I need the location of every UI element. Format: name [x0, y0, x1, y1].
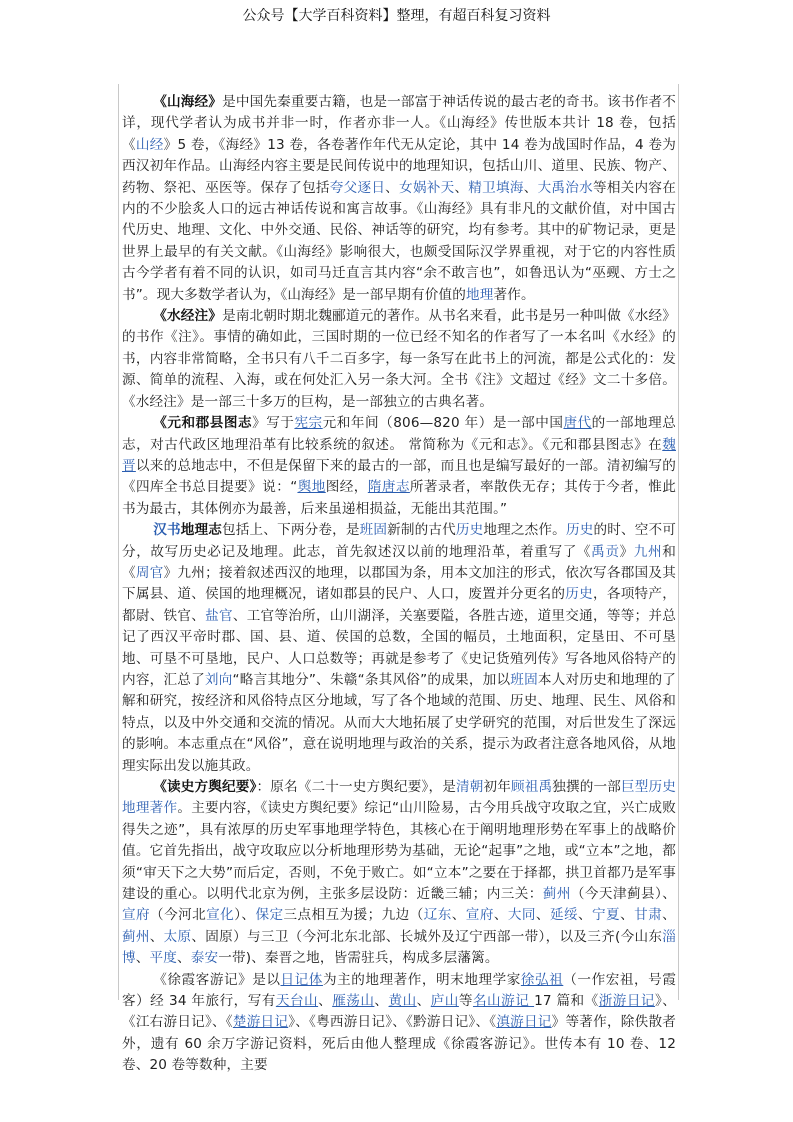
wiki-link[interactable]: 唐代: [563, 415, 592, 432]
text-run: 》等著作，除佚散者外，遗有 60 余万字游记资料，死后由他人整理成《徐霞客游记》。世传本有 10 卷、12 卷、20 卷等数种，主要: [122, 1014, 677, 1074]
text-run: 、: [662, 907, 676, 924]
wiki-link[interactable]: 延绥: [549, 907, 578, 924]
wiki-link[interactable]: 天台山: [275, 993, 319, 1010]
text-run: 三点相互为援；九边（: [283, 907, 424, 924]
text-run: 、: [318, 993, 333, 1010]
text-run: 、: [454, 179, 469, 196]
paragraph-xu-xiake-youji: [122, 970, 676, 1077]
wiki-link[interactable]: 雁荡山: [332, 993, 375, 1010]
text-run: 、: [149, 928, 164, 945]
wiki-link[interactable]: 宣府: [122, 907, 151, 924]
wiki-link[interactable]: 甘肃: [634, 907, 663, 924]
text-run: 和《: [122, 543, 676, 581]
text-run: 、: [451, 907, 466, 924]
bold-title: 《读史方舆纪要》: [153, 779, 257, 795]
text-run: 的时、空不可分，故写历史必记及地理。此志，首先叙述汉以前的地理沿革，着重写了《: [122, 522, 676, 560]
bold-title: 地理志: [180, 522, 223, 539]
text-run: 、: [135, 950, 150, 967]
bold-title: 《元和郡县图志: [153, 415, 253, 432]
wiki-link[interactable]: 历史: [455, 522, 484, 539]
wiki-link[interactable]: 历史: [565, 522, 594, 539]
text-run: 包括上、下两分卷，是: [222, 522, 360, 539]
text-run: 、: [374, 993, 389, 1010]
text-run: 、: [416, 993, 431, 1010]
wiki-link[interactable]: 班固: [510, 671, 538, 688]
text-run: 元和年间（806—820 年）是一部中国: [322, 415, 564, 432]
wiki-link[interactable]: 山经: [135, 136, 164, 153]
text-run: 图经，: [325, 479, 368, 496]
text-run: 、: [493, 907, 508, 924]
wiki-link[interactable]: 舆地: [297, 479, 326, 496]
text-run: 以来的总地志中，不但是保留下来的最古的一部，而且也是编写最好的一部。清初编写的《四库全书总目提要》说：“: [122, 457, 676, 496]
wiki-link[interactable]: 辽东: [423, 907, 452, 924]
text-run: 新制的古代: [387, 522, 456, 539]
wiki-link[interactable]: 蓟州: [122, 928, 150, 945]
wiki-link[interactable]: 滇游日记: [496, 1014, 552, 1031]
wiki-link[interactable]: 清朝: [455, 779, 484, 795]
text-run: 、: [523, 179, 538, 196]
text-run: 为主的地理著作，明末地理学家: [322, 971, 521, 988]
text-run: 》写于: [252, 415, 295, 432]
wiki-link[interactable]: 巨型历史地理著作: [122, 779, 677, 817]
wiki-link[interactable]: 淄博: [122, 928, 676, 967]
text-run: 、: [177, 950, 191, 967]
text-run: 的一部地理总志，对古代政区地理沿革有比较系统的叙述。 常简称为《元和志》。《元和郡县图志》在: [122, 415, 676, 453]
text-run: 17 篇和《: [534, 993, 599, 1010]
text-run: 是南北朝时期北魏郦道元的著作。从书名来看，此书是另一种叫做《水经》的书作《注》。事情的确如此，三国时期的一位已经不知名的作者写了一本名叫《水经》的书，内容非常简略，全书只有八千二百多字，每一条写在此书上的河流，都是公式化的：发源、简单的流程、入海，或在何处汇入另一条大河。全书《注》文超过《经》文二十多倍。《水经注》是一部三十多万的巨构，是一部独立的古典名著。: [122, 308, 677, 410]
text-run: （一作宏祖，号霞客）经 34 年旅行，写有: [122, 971, 677, 1010]
wiki-link[interactable]: 大同: [507, 907, 536, 924]
wiki-link[interactable]: 宁夏: [592, 907, 621, 924]
text-run: 所著录者，率散佚无存；其传于今者，惟此书为最古，其体例亦为最善，后来虽递相损益，无能出其范围。”: [122, 479, 676, 517]
wiki-link[interactable]: 汉书: [153, 522, 181, 539]
wiki-link[interactable]: 历史: [565, 586, 593, 603]
text-run: “略言其地分”、朱赣“条其风俗”的成果，加以: [232, 671, 511, 688]
wiki-link[interactable]: 日记体: [280, 971, 323, 988]
wiki-link[interactable]: 九州: [633, 543, 663, 560]
wiki-link[interactable]: 大禹治水: [537, 179, 593, 196]
wiki-link[interactable]: 平度: [149, 950, 177, 967]
text-run: （今天津蓟县）、: [570, 886, 676, 903]
text-run: 初年: [483, 779, 511, 795]
wiki-link[interactable]: 隋唐志: [367, 479, 410, 496]
wiki-link[interactable]: 顾祖禹: [510, 779, 553, 795]
wiki-link[interactable]: 泰安: [190, 950, 219, 967]
text-run: 》、《江右游日记》、《: [122, 993, 677, 1031]
text-run: 、: [578, 907, 593, 924]
text-run: 一带)、秦晋之地，皆需驻兵，构成多层藩篱。: [218, 950, 499, 967]
wiki-link[interactable]: 太原: [163, 928, 192, 945]
wiki-link[interactable]: 刘向: [204, 671, 233, 688]
text-run: 、工官等治所，山川湖泽，关塞要隘，各胜古迹，道里交通，等等；并总记了西汉平帝时郡、国、县、道、侯国的总数，全国的幅员，土地面积，定垦田、不可垦地、可垦不可垦地，民户、人口总数等；再就是参考了《史记货殖列传》写各地风俗特产的内容，汇总了: [122, 607, 676, 688]
text-run: 等: [458, 993, 473, 1010]
wiki-link[interactable]: 宣化: [206, 907, 235, 924]
wiki-link[interactable]: 盐官: [205, 607, 233, 624]
text-run: 、: [535, 907, 550, 924]
wiki-link[interactable]: 名山游记: [472, 993, 535, 1010]
text-run: 》、《粤西游日记》、《黔游日记》、《: [288, 1014, 497, 1031]
wiki-link[interactable]: 夸父逐日: [329, 179, 386, 196]
wiki-link[interactable]: 宣府: [465, 907, 494, 924]
wiki-link[interactable]: 女娲补天: [399, 179, 455, 196]
paragraph-dushi-fangyu-jiyao: [122, 777, 676, 970]
bold-title: 《山海经》: [153, 94, 223, 110]
text-run: 《徐霞客游记》是以: [153, 971, 281, 988]
text-run: 地理之杰作。: [483, 522, 566, 539]
text-run: 》5 卷，《海经》13 卷，各卷著作年代无从定论，其中 14 卷为战国时作品，4 卷为西汉初年作品。山海经内容主要是民间传说中的地理知识，包括山川、道里、民族、物产、药物、祭祀、巫医等。保存了包括: [122, 136, 676, 196]
article-body: [118, 84, 679, 1074]
text-run: 等相关内容在内的不少脍炙人口的远古神话传说和寓言故事。《山海经》具有非凡的文献价值，对中国古代历史、地理、文化、中外交通、民俗、神话等的研究，均有参考。其中的矿物记录，更是世界上最早的有关文献。《山海经》影响很大，也颇受国际汉学界重视，对于它的内容性质古今学者有着不同的认识，如司马迁直言其内容“余不敢言也”，如鲁迅认为“巫觋、方士之书”。现大多数学者认为，《山海经》是一部早期有价值的: [122, 179, 676, 303]
wiki-link[interactable]: 徐弘祖: [520, 971, 564, 988]
text-run: 、固原）与三卫（今河北东北部、长城外及辽宁西部一带），以及三齐(今山东: [191, 928, 663, 945]
wiki-link[interactable]: 宪宗: [294, 415, 323, 432]
wiki-link[interactable]: 庐山: [430, 993, 459, 1010]
wiki-link[interactable]: 禹贡: [591, 543, 620, 560]
wiki-link[interactable]: 黄山: [388, 993, 417, 1010]
wiki-link[interactable]: 班固: [359, 522, 388, 539]
text-run: （今河北: [150, 907, 207, 924]
wiki-link[interactable]: 周官: [135, 564, 164, 581]
text-run: 是中国先秦重要古籍，也是一部富于神话传说的最古老的奇书。该书作者不详，现代学者认为成书并非一时，作者亦非一人。《山海经》传世版本共计 18 卷，包括《: [122, 94, 677, 153]
wiki-link[interactable]: 地理: [465, 286, 494, 303]
paragraph-hanshu-dilizhi: [122, 520, 676, 777]
paragraph-shanhaijing: [122, 92, 676, 306]
text-run: 》九州；接着叙述西汉的地理，以郡国为条，用本文加注的形式，依次写各郡国及其下属县、道、侯国的地理概况，诸如郡县的民户、人口，废置并分更名的: [122, 564, 676, 603]
wiki-link[interactable]: 蓟州: [542, 886, 571, 903]
bold-title: 《水经注》: [153, 308, 223, 325]
text-run: 》: [619, 543, 634, 560]
text-run: 。主要内容，《读史方舆纪要》综记“山川险易，古今用兵战守攻取之宜，兴亡成败得失之迹”，具有浓厚的历史军事地理学特色，其核心在于阐明地理形势在军事上的战略价值。它首先指出，战守攻取应以分析地理形势为基础，无论“起事”之地，或“立本”之地，都须“审天下之大势”而后定，否则，不免于败亡。如“立本”之要在于择都，拱卫首都乃是军事建设的重心。以明代北京为例，主张多层设防：近畿三辅；内三关：: [122, 800, 676, 903]
text-run: 著作。: [493, 286, 535, 303]
text-run: 本人对历史和地理的了解和研究，按经济和风俗特点区分地域，写了各个地域的范围、历史、地理、民生、风俗和特点，以及中外交通和交流的情况。从而大大地拓展了史学研究的范围，对后世发生了深远的影响。本志重点在“风俗”，意在说明地理与政治的关系，提示为政者注意各地风俗，从地理实际出发以施其政。: [122, 671, 677, 774]
text-run: 、: [620, 907, 635, 924]
paragraph-shuijingzhu: [122, 306, 676, 413]
wiki-link[interactable]: 浙游日记: [598, 993, 655, 1010]
wiki-link[interactable]: 楚游日记: [232, 1014, 289, 1031]
text-run: 、: [385, 179, 400, 196]
paragraph-yuanhe-junxian-tuzhi: [122, 413, 676, 520]
text-run: ，各项特产，都尉、铁官、: [122, 586, 676, 624]
text-run: ）、: [234, 907, 256, 924]
wiki-link[interactable]: 精卫填海: [468, 179, 524, 196]
text-run: ：原名《二十一史方舆纪要》，是: [256, 779, 456, 795]
text-run: 独撰的一部: [552, 779, 622, 795]
page-header: 公众号【大学百科资料】整理，有超百科复习资料: [242, 8, 551, 24]
wiki-link[interactable]: 魏晋: [122, 436, 676, 474]
wiki-link[interactable]: 保定: [255, 907, 284, 924]
